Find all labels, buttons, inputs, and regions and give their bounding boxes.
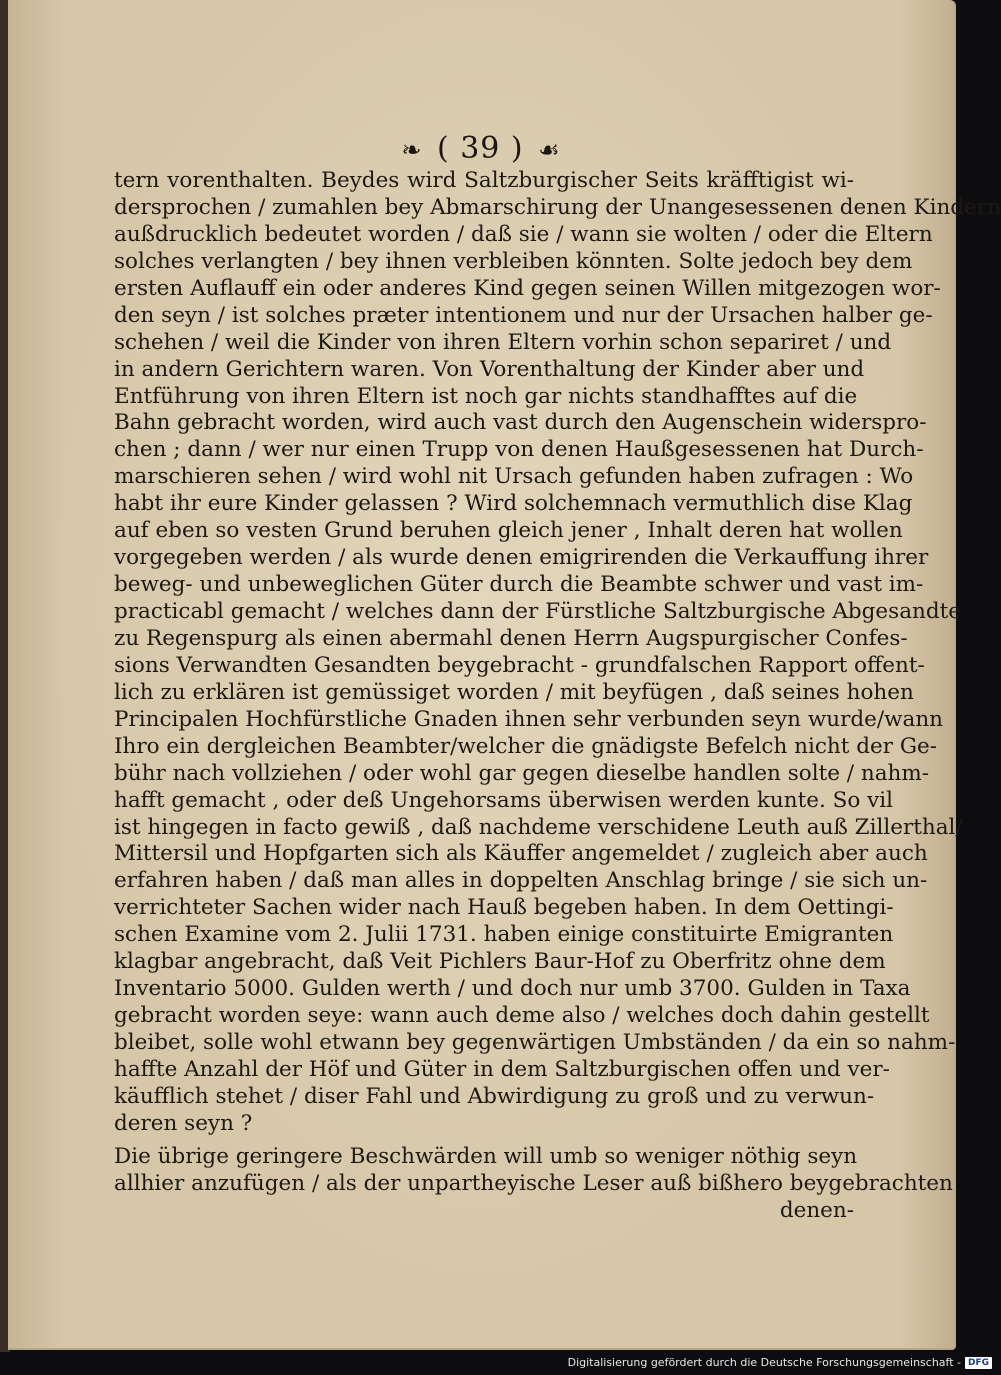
text-line: auf eben so vesten Grund beruhen gleich jener , Inhalt deren hat wollen — [114, 518, 903, 544]
text-line: erfahren haben / daß man alles in doppelten Anschlag bringe / sie sich un- — [114, 868, 928, 894]
text-line: habt ihr eure Kinder gelassen ? Wird solchemnach vermuthlich dise Klag — [114, 491, 913, 517]
text-line: dersprochen / zumahlen bey Abmarschirung der Unangesessenen denen Kindern — [114, 194, 1001, 220]
text-line: verrichteter Sachen wider nach Hauß begeben haben. In dem Oettingi- — [114, 895, 894, 921]
paragraph-1 — [114, 168, 1001, 1138]
page-number: ( 39 ) — [436, 131, 524, 166]
text-line: gebracht worden seye: wann auch deme also / welches doch dahin gestellt — [114, 1003, 930, 1029]
text-line: marschieren sehen / wird wohl nit Ursach gefunden haben zufragen : Wo — [114, 464, 914, 490]
text-line: zu Regenspurg als einen abermahl denen Herrn Augspurgischer Confes- — [114, 625, 908, 651]
text-line: solches verlangten / bey ihnen verbleiben könnten. Solte jedoch bey dem — [114, 248, 913, 274]
text-line: außdrucklich bedeutet worden / daß sie / wann sie wolten / oder die Eltern — [114, 221, 933, 247]
digitization-credit — [568, 1356, 992, 1369]
text-line: hafft gemacht , oder deß Ungehorsams überwisen werden kunte. So vil — [114, 787, 894, 813]
paragraph-2 — [114, 1143, 953, 1198]
text-line: practicabl gemacht / welches dann der Fürstliche Saltzburgische Abgesandte — [114, 599, 961, 624]
text-line: Principalen Hochfürstliche Gnaden ihnen sehr verbunden seyn wurde/wann — [114, 706, 944, 732]
text-line: Inventario 5000. Gulden werth / und doch nur umb 3700. Gulden in Taxa — [114, 976, 911, 1002]
text-line: Mittersil und Hopfgarten sich als Käuffer angemeldet / zugleich aber auch — [114, 841, 928, 867]
text-line: den seyn / ist solches præter intentionem und nur der Ursachen halber ge- — [114, 302, 933, 328]
text-line: beweg- und unbeweglichen Güter durch die Beambte schwer und vast im- — [114, 572, 924, 598]
text-line: vorgegeben werden / als wurde denen emigrirenden die Verkauffung ihrer — [114, 545, 929, 571]
text-line: käufflich stehet / diser Fahl und Abwirdigung zu groß und zu verwun- — [114, 1083, 875, 1109]
text-line: schen Examine vom 2. Julii 1731. haben einige constituirte Emigranten — [114, 922, 894, 948]
text-line: Entführung von ihren Eltern ist noch gar nichts standhafftes auf die — [114, 383, 858, 409]
text-line: haffte Anzahl der Höf und Güter in dem Saltzburgischen offen und ver- — [114, 1056, 890, 1082]
text-line: Bahn gebracht worden, wird auch vast durch den Augenschein widerspro- — [114, 410, 927, 436]
ornament-left-icon: ❧ — [401, 136, 423, 164]
body-text — [114, 168, 1001, 1225]
text-line: Ihro ein dergleichen Beambter/welcher die gnädigste Befelch nicht der Ge- — [114, 733, 937, 759]
text-line: ist hingegen in facto gewiß , daß nachdeme verschidene Leuth auß Zillerthal/ — [114, 814, 963, 840]
text-line: ersten Auflauff ein oder anderes Kind gegen seinen Willen mitgezogen wor- — [114, 275, 941, 301]
book-page — [8, 0, 1001, 1350]
ornament-right-icon: ☙ — [538, 136, 561, 164]
dfg-logo: DFG — [965, 1357, 992, 1369]
catchword: denen- — [779, 1197, 854, 1223]
text-line: schehen / weil die Kinder von ihren Eltern vorhin schon separiret / und — [114, 329, 892, 355]
credit-text: Digitalisierung gefördert durch die Deutsche Forschungsgemeinschaft - — [567, 1356, 961, 1369]
text-line: deren seyn ? — [114, 1110, 253, 1136]
text-line: tern vorenthalten. Beydes wird Saltzburgischer Seits kräfftigist wi- — [114, 168, 854, 193]
text-line: bleibet, solle wohl etwann bey gegenwärtigen Umbständen / da ein so nahm- — [114, 1030, 956, 1055]
text-line: in andern Gerichtern waren. Von Vorenthaltung der Kinder aber und — [114, 356, 865, 382]
text-line: Die übrige geringere Beschwärden will umb so weniger nöthig seyn — [114, 1143, 858, 1169]
text-line: lich zu erklären ist gemüssiget worden / mit beyfügen , daß seines hohen — [114, 679, 914, 705]
text-line: chen ; dann / wer nur einen Trupp von denen Haußgesessenen hat Durch- — [114, 437, 924, 463]
page-header — [8, 131, 954, 166]
text-line: sions Verwandten Gesandten beygebracht - grundfalschen Rapport offent- — [114, 652, 925, 678]
text-line: klagbar angebracht, daß Veit Pichlers Baur-Hof zu Oberfritz ohne dem — [114, 949, 886, 975]
text-line: bühr nach vollziehen / oder wohl gar gegen dieselbe handlen solte / nahm- — [114, 760, 930, 786]
text-line: allhier anzufügen / als der unpartheyische Leser auß bißhero beygebrachten — [114, 1170, 953, 1196]
